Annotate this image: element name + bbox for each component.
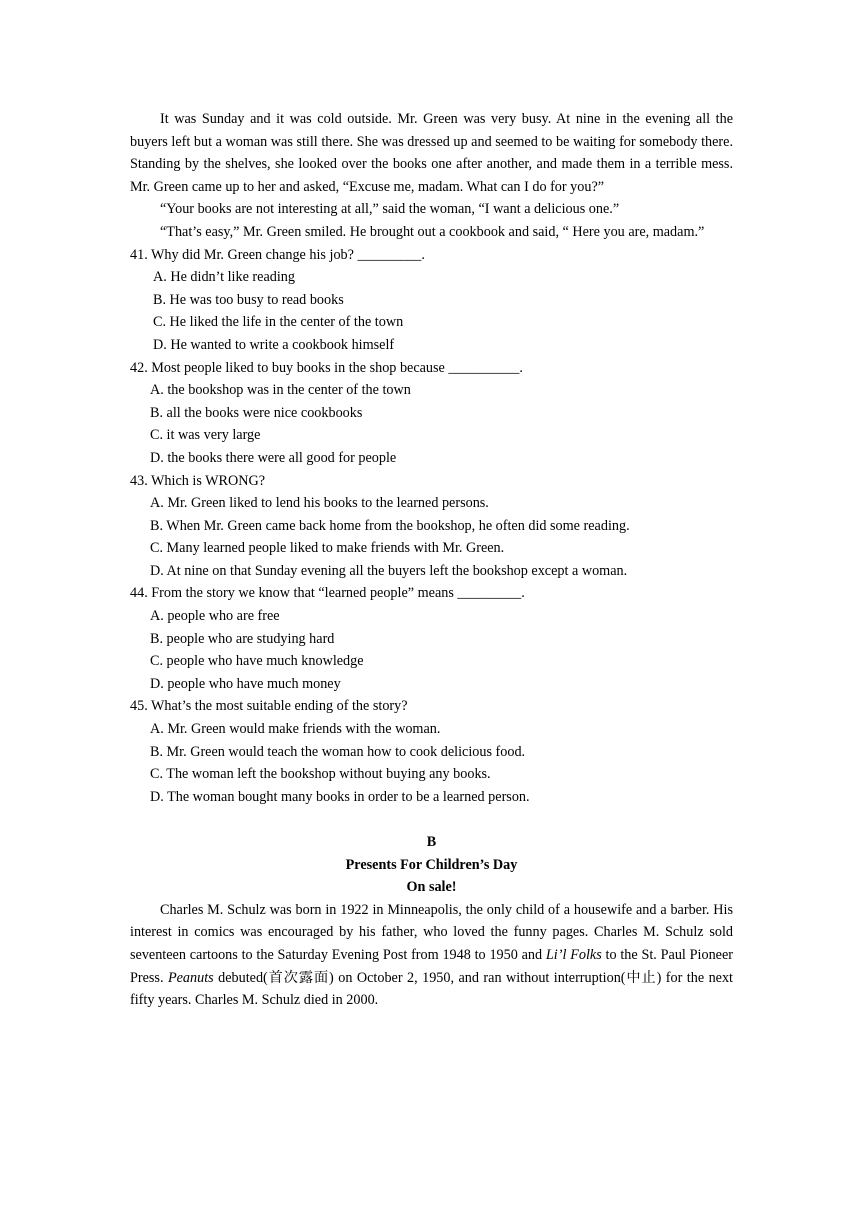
section-spacer [130,808,733,831]
paragraph-text: debuted(首次露面) on October 2, 1950, and ran without interruption(中止) for the next fifty years. Charles M. Schulz died in 2000. [130,969,733,1009]
section-b-subtitle: On sale! [406,879,457,896]
document-content [130,108,733,1012]
question-45 [130,695,733,808]
question-stem: 41. Why did Mr. Green change his job? _________. [130,246,425,263]
option-a: A. Mr. Green liked to lend his books to the learned persons. [150,495,489,512]
italic-title-lil-folks: Li’l Folks [545,946,602,963]
section-b-title: Presents For Children’s Day [345,856,518,873]
question-44 [130,582,733,695]
option-d: D. At nine on that Sunday evening all the buyers left the bookshop except a woman. [150,562,628,579]
question-41 [130,244,733,357]
option-c: C. The woman left the bookshop without buying any books. [150,766,491,783]
question-42 [130,357,733,470]
section-b-label: B [426,834,437,850]
option-b: B. When Mr. Green came back home from the bookshop, he often did some reading. [150,517,630,534]
option-d: D. He wanted to write a cookbook himself [153,336,395,353]
section-b-paragraph [130,899,733,1012]
option-a: A. Mr. Green would make friends with the woman. [150,721,441,738]
paragraph-text: to the St. Paul Pioneer Press. [130,946,733,986]
option-b: B. Mr. Green would teach the woman how to cook delicious food. [150,743,526,760]
option-b: B. all the books were nice cookbooks [150,404,363,421]
passage-a-paragraph-2: “Your books are not interesting at all,” said the woman, “I want a delicious one.” [160,201,620,218]
paragraph-text: Charles M. Schulz was born in 1922 in Minneapolis, the only child of a housewife and a barber. His interest in comics was encouraged by his father, who loved the funny pages. Charles M. Schulz sold seventeen cartoons to the Saturday Evening Post from 1948 to 1950 and [130,901,733,963]
passage-a-paragraph-1: It was Sunday and it was cold outside. Mr. Green was very busy. At nine in the evening all the buyers left but a woman was still there. She was dressed up and seemed to be waiting for somebody there. Standing by the shelves, she looked over the books one after another, and made them in a terrible mess. Mr. Green came up to her and asked, “Excuse me, madam. What can I do for you?” [130,111,733,195]
question-43 [130,470,733,583]
option-b: B. He was too busy to read books [153,291,344,308]
option-d: D. The woman bought many books in order to be a learned person. [150,788,530,805]
option-a: A. people who are free [150,608,280,625]
question-stem: 43. Which is WRONG? [130,472,266,489]
question-stem: 45. What’s the most suitable ending of the story? [130,698,408,715]
option-c: C. it was very large [150,427,261,444]
question-stem: 42. Most people liked to buy books in the shop because __________. [130,359,523,376]
question-stem: 44. From the story we know that “learned people” means _________. [130,585,525,602]
option-c: C. people who have much knowledge [150,653,364,670]
passage-a-paragraph-3: “That’s easy,” Mr. Green smiled. He brought out a cookbook and said, “ Here you are, madam.” [160,223,705,240]
option-d: D. the books there were all good for people [150,449,397,466]
option-d: D. people who have much money [150,675,341,692]
option-b: B. people who are studying hard [150,630,335,647]
option-c: C. Many learned people liked to make friends with Mr. Green. [150,540,505,557]
option-a: A. the bookshop was in the center of the town [150,382,411,399]
option-a: A. He didn’t like reading [153,269,295,286]
italic-title-peanuts: Peanuts [167,969,214,986]
option-c: C. He liked the life in the center of the town [153,314,404,331]
